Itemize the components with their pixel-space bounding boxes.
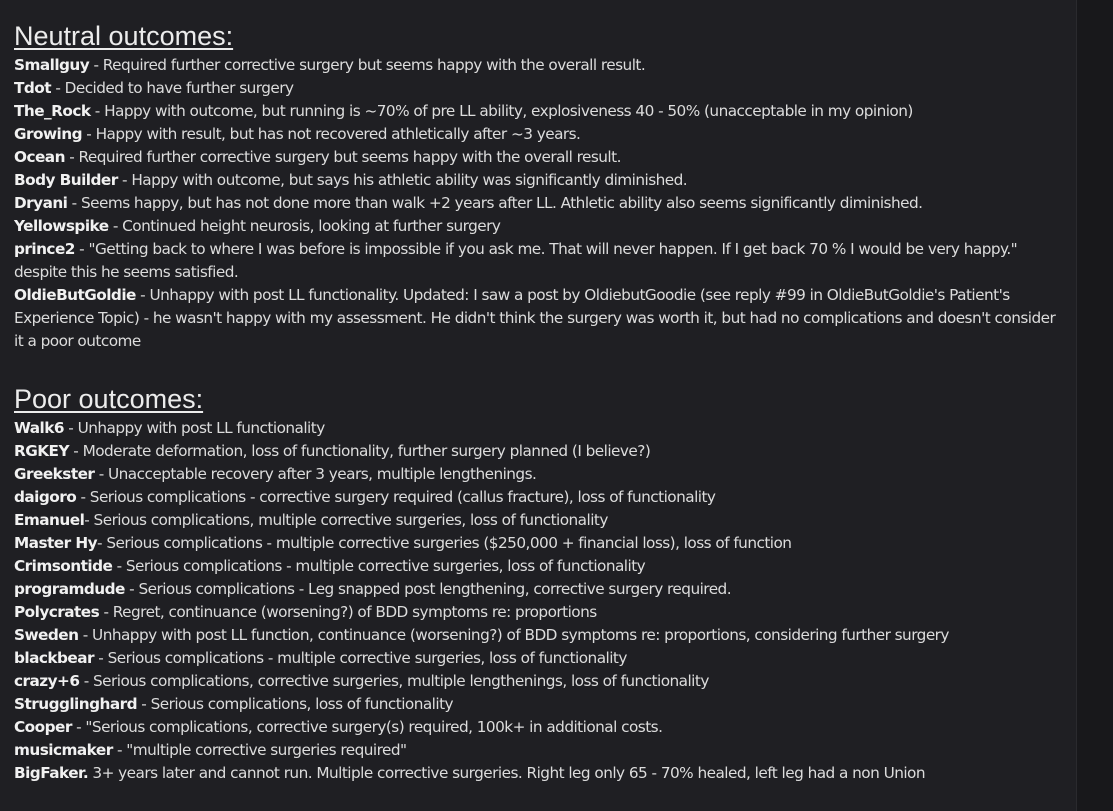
outcome-text: - Happy with result, but has not recovered athletically after ~3 years.: [81, 125, 581, 143]
outcome-text: - Serious complications - corrective surgery required (callus fracture), loss of functionality: [76, 488, 716, 506]
list-item: [14, 555, 1064, 578]
outcome-text: - Serious complications - multiple corrective surgeries, loss of functionality: [94, 649, 627, 667]
list-item: [14, 100, 1064, 123]
outcome-text: 3+ years later and cannot run. Multiple corrective surgeries. Right leg only 65 - 70% healed, left leg had a non Union: [88, 764, 926, 782]
outcome-text: - Regret, continuance (worsening?) of BDD symptoms re: proportions: [99, 603, 597, 621]
outcome-text: - Serious complications, corrective surgeries, multiple lengthenings, loss of functionality: [79, 672, 709, 690]
outcome-text: - Happy with outcome, but running is ~70% of pre LL ability, explosiveness 40 - 50% (unacceptable in my opinion): [90, 102, 913, 120]
list-item: [14, 284, 1064, 353]
neutral-outcomes-list: [14, 54, 1064, 353]
list-item: [14, 670, 1064, 693]
username: musicmaker: [14, 741, 113, 759]
username: Cooper: [14, 718, 72, 736]
username: Dryani: [14, 194, 68, 212]
list-item: [14, 238, 1064, 284]
list-item: [14, 440, 1064, 463]
outcome-text: - Required further corrective surgery but seems happy with the overall result.: [64, 148, 621, 166]
list-item: [14, 532, 1064, 555]
username: Tdot: [14, 79, 52, 97]
list-item: [14, 647, 1064, 670]
list-item: [14, 578, 1064, 601]
list-item: [14, 693, 1064, 716]
outcome-text: - Decided to have further surgery: [51, 79, 294, 97]
username: blackbear: [14, 649, 94, 667]
list-item: [14, 169, 1064, 192]
outcome-text: - Required further corrective surgery but seems happy with the overall result.: [89, 56, 646, 74]
outcome-text: - "multiple corrective surgeries required": [112, 741, 407, 759]
username: The_Rock: [14, 102, 91, 120]
username: Polycrates: [14, 603, 100, 621]
list-item: [14, 624, 1064, 647]
poor-outcomes-heading: Poor outcomes:: [14, 384, 204, 414]
outcome-text: - Continued height neurosis, looking at further surgery: [108, 217, 501, 235]
outcome-text: - Unacceptable recovery after 3 years, multiple lengthenings.: [94, 465, 537, 483]
username: Crimsontide: [14, 557, 113, 575]
list-item: [14, 762, 1064, 785]
outcome-text: - "Serious complications, corrective surgery(s) required, 100k+ in additional costs.: [71, 718, 663, 736]
list-item: [14, 192, 1064, 215]
list-item: [14, 123, 1064, 146]
outcome-text: - Unhappy with post LL functionality. Updated: I saw a post by OldiebutGoodie (see reply #99 in OldieButGoldie's Patient's Experience Topic) - he wasn't happy with my assessment. He didn't think the surgery was worth it, but had no complications and doesn't consider it a poor outcome: [14, 286, 1056, 350]
list-item: [14, 54, 1064, 77]
list-item: [14, 716, 1064, 739]
username: Growing: [14, 125, 82, 143]
username: Body Builder: [14, 171, 118, 189]
username: Strugglinghard: [14, 695, 137, 713]
username: Walk6: [14, 419, 64, 437]
outcome-text: - "Getting back to where I was before is impossible if you ask me. That will never happen. If I get back 70 % I would be very happy." despite this he seems satisfied.: [14, 240, 1018, 281]
username: BigFaker.: [14, 764, 89, 782]
neutral-outcomes-section: [14, 18, 1064, 353]
username: daigoro: [14, 488, 77, 506]
outcome-text: - Unhappy with post LL functionality: [63, 419, 325, 437]
list-item: [14, 215, 1064, 238]
username: RGKEY: [14, 442, 69, 460]
list-item: [14, 146, 1064, 169]
poor-outcomes-list: [14, 417, 1064, 785]
username: prince2: [14, 240, 75, 258]
username: Emanuel: [14, 511, 85, 529]
list-item: [14, 509, 1064, 532]
username: Ocean: [14, 148, 65, 166]
list-item: [14, 463, 1064, 486]
username: Sweden: [14, 626, 79, 644]
right-sidebar: [1076, 0, 1113, 811]
list-item: [14, 601, 1064, 624]
list-item: [14, 77, 1064, 100]
username: Greekster: [14, 465, 95, 483]
username: Yellowspike: [14, 217, 109, 235]
poor-outcomes-section: [14, 381, 1064, 785]
list-item: [14, 486, 1064, 509]
outcome-text: - Serious complications - multiple corrective surgeries, loss of functionality: [112, 557, 646, 575]
username: OldieButGoldie: [14, 286, 136, 304]
list-item: [14, 417, 1064, 440]
outcome-text: - Serious complications, loss of functionality: [137, 695, 454, 713]
outcome-text: - Happy with outcome, but says his athletic ability was significantly diminished.: [117, 171, 688, 189]
outcome-text: - Moderate deformation, loss of functionality, further surgery planned (I believe?): [68, 442, 651, 460]
outcome-text: - Serious complications, multiple corrective surgeries, loss of functionality: [84, 511, 608, 529]
username: programdude: [14, 580, 125, 598]
outcome-text: - Unhappy with post LL function, continuance (worsening?) of BDD symptoms re: proportions, considering further surgery: [78, 626, 949, 644]
username: Smallguy: [14, 56, 90, 74]
outcome-text: - Serious complications - Leg snapped post lengthening, corrective surgery required.: [124, 580, 732, 598]
outcome-text: - Serious complications - multiple corrective surgeries ($250,000 + financial loss), loss of function: [97, 534, 792, 552]
neutral-outcomes-heading: Neutral outcomes:: [14, 21, 234, 51]
username: Master Hy: [14, 534, 98, 552]
outcome-text: - Seems happy, but has not done more than walk +2 years after LL. Athletic ability also seems significantly diminished.: [67, 194, 923, 212]
username: crazy+6: [14, 672, 80, 690]
list-item: [14, 739, 1064, 762]
